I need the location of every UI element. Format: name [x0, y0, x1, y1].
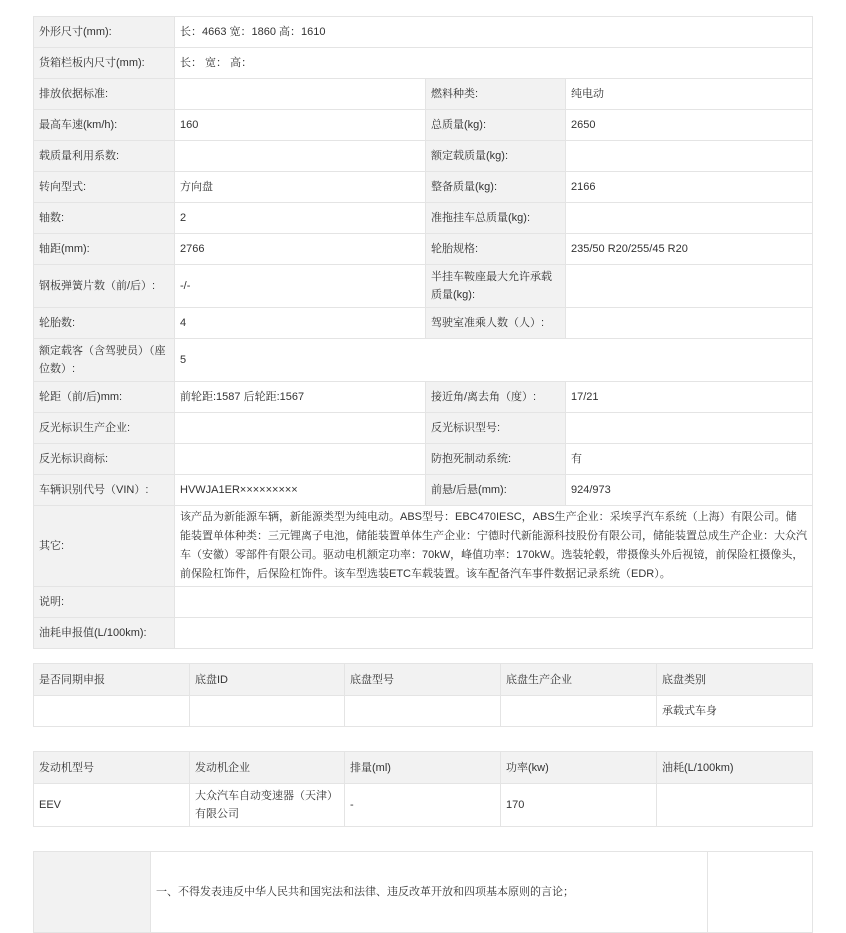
page-content	[33, 16, 812, 933]
spec-row-speed	[34, 110, 813, 141]
tire-spec-label: 轮胎规格:	[426, 234, 566, 265]
notice-table	[33, 851, 813, 933]
chassis-cell: 承载式车身	[657, 696, 813, 727]
engine-header-cell: 排量(ml)	[345, 752, 501, 784]
chassis-cell	[34, 696, 190, 727]
total-mass-label: 总质量(kg):	[426, 110, 566, 141]
engine-data-row	[34, 784, 813, 827]
chassis-table	[33, 663, 813, 727]
note-label: 说明:	[34, 587, 175, 618]
cab-value	[566, 308, 813, 339]
track-value: 前轮距:1587 后轮距:1567	[175, 382, 426, 413]
emission-label: 排放依据标准:	[34, 79, 175, 110]
rated-load-label: 额定载质量(kg):	[426, 141, 566, 172]
cab-label: 驾驶室准乘人数（人）:	[426, 308, 566, 339]
cargo-label: 货箱栏板内尺寸(mm):	[34, 48, 175, 79]
chassis-cell	[345, 696, 501, 727]
spec-row-seats	[34, 339, 813, 382]
angle-value: 17/21	[566, 382, 813, 413]
steering-value: 方向盘	[175, 172, 426, 203]
wheelbase-value: 2766	[175, 234, 426, 265]
engine-header-cell: 发动机型号	[34, 752, 190, 784]
chassis-header-cell: 底盘ID	[190, 664, 345, 696]
overhang-value: 924/973	[566, 475, 813, 506]
reflector-model-value	[566, 413, 813, 444]
load-coef-value	[175, 141, 426, 172]
other-label: 其它:	[34, 506, 175, 587]
spec-row-axles	[34, 203, 813, 234]
angle-label: 接近角/离去角（度）:	[426, 382, 566, 413]
seats-label: 额定载客（含驾驶员）（座位数）:	[34, 339, 175, 382]
note-value	[175, 587, 813, 618]
vin-value: HVWJA1ER×××××××××	[175, 475, 426, 506]
chassis-cell	[190, 696, 345, 727]
engine-header-cell: 发动机企业	[190, 752, 345, 784]
notice-end-cell	[708, 852, 813, 933]
fuel-value: 纯电动	[566, 79, 813, 110]
engine-header-cell: 油耗(L/100km)	[657, 752, 813, 784]
rated-load-value	[566, 141, 813, 172]
chassis-header-cell: 是否同期申报	[34, 664, 190, 696]
seats-value: 5	[175, 339, 813, 382]
reflector-model-label: 反光标识型号:	[426, 413, 566, 444]
load-coef-label: 载质量利用系数:	[34, 141, 175, 172]
saddle-value	[566, 265, 813, 308]
springs-label: 钢板弹簧片数（前/后）:	[34, 265, 175, 308]
spec-row-dims	[34, 17, 813, 48]
engine-cell: EEV	[34, 784, 190, 827]
spec-row-steering	[34, 172, 813, 203]
tire-spec-value: 235/50 R20/255/45 R20	[566, 234, 813, 265]
engine-header-row	[34, 752, 813, 784]
engine-cell: -	[345, 784, 501, 827]
chassis-cell	[501, 696, 657, 727]
saddle-label: 半挂车鞍座最大允许承载质量(kg):	[426, 265, 566, 308]
spec-row-brand	[34, 444, 813, 475]
spec-row-reflector	[34, 413, 813, 444]
fuel-consumption-value	[175, 618, 813, 649]
reflector-brand-value	[175, 444, 426, 475]
chassis-header-row	[34, 664, 813, 696]
axles-label: 轴数:	[34, 203, 175, 234]
trailer-mass-label: 准拖挂车总质量(kg):	[426, 203, 566, 234]
speed-value: 160	[175, 110, 426, 141]
dims-label: 外形尺寸(mm):	[34, 17, 175, 48]
speed-label: 最高车速(km/h):	[34, 110, 175, 141]
curb-mass-label: 整备质量(kg):	[426, 172, 566, 203]
chassis-header-cell: 底盘生产企业	[501, 664, 657, 696]
dims-value: 长：4663 宽：1860 高：1610	[175, 17, 813, 48]
notice-side-cell	[34, 852, 151, 933]
spec-row-track	[34, 382, 813, 413]
engine-header-cell: 功率(kw)	[501, 752, 657, 784]
spec-row-fuel-consumption	[34, 618, 813, 649]
chassis-header-cell: 底盘类别	[657, 664, 813, 696]
abs-label: 防抱死制动系统:	[426, 444, 566, 475]
spec-table	[33, 16, 813, 649]
trailer-mass-value	[566, 203, 813, 234]
track-label: 轮距（前/后)mm:	[34, 382, 175, 413]
other-value: 该产品为新能源车辆，新能源类型为纯电动。ABS型号：EBC470IESC，ABS生产企业：采埃孚汽车系统（上海）有限公司。储能装置单体种类：三元锂离子电池，储能装置单体生产企业：宁德时代新能源科技股份有限公司，储能装置总成生产企业：大众汽车（安徽）零部件有限公司。驱动电机额定功率：70kW，峰值功率：170kW。选装轮毂，带摄像头外后视镜，前保险杠摄像头，前保险杠饰件，后保险杠饰件。该车型选装ETC车载装置。该车配备汽车事件数据记录系统（EDR）。	[175, 506, 813, 587]
engine-table	[33, 751, 813, 827]
spec-row-load	[34, 141, 813, 172]
steering-label: 转向型式:	[34, 172, 175, 203]
springs-value: -/-	[175, 265, 426, 308]
engine-cell: 大众汽车自动变速器（天津）有限公司	[190, 784, 345, 827]
spec-row-other	[34, 506, 813, 587]
vin-label: 车辆识别代号（VIN）:	[34, 475, 175, 506]
spec-row-tires	[34, 308, 813, 339]
tires-value: 4	[175, 308, 426, 339]
wheelbase-label: 轴距(mm):	[34, 234, 175, 265]
abs-value: 有	[566, 444, 813, 475]
spec-row-springs	[34, 265, 813, 308]
reflector-maker-label: 反光标识生产企业:	[34, 413, 175, 444]
engine-cell	[657, 784, 813, 827]
notice-row	[34, 852, 813, 933]
spec-row-vin	[34, 475, 813, 506]
reflector-maker-value	[175, 413, 426, 444]
tires-label: 轮胎数:	[34, 308, 175, 339]
curb-mass-value: 2166	[566, 172, 813, 203]
engine-cell: 170	[501, 784, 657, 827]
spec-row-note	[34, 587, 813, 618]
spec-row-cargo	[34, 48, 813, 79]
axles-value: 2	[175, 203, 426, 234]
chassis-data-row	[34, 696, 813, 727]
chassis-header-cell: 底盘型号	[345, 664, 501, 696]
notice-text: 一、不得发表违反中华人民共和国宪法和法律、违反改革开放和四项基本原则的言论；	[151, 852, 708, 933]
reflector-brand-label: 反光标识商标:	[34, 444, 175, 475]
spec-row-emission	[34, 79, 813, 110]
cargo-value: 长： 宽： 高：	[175, 48, 813, 79]
total-mass-value: 2650	[566, 110, 813, 141]
spec-row-wheelbase	[34, 234, 813, 265]
overhang-label: 前悬/后悬(mm):	[426, 475, 566, 506]
emission-value	[175, 79, 426, 110]
fuel-consumption-label: 油耗申报值(L/100km):	[34, 618, 175, 649]
fuel-label: 燃料种类:	[426, 79, 566, 110]
